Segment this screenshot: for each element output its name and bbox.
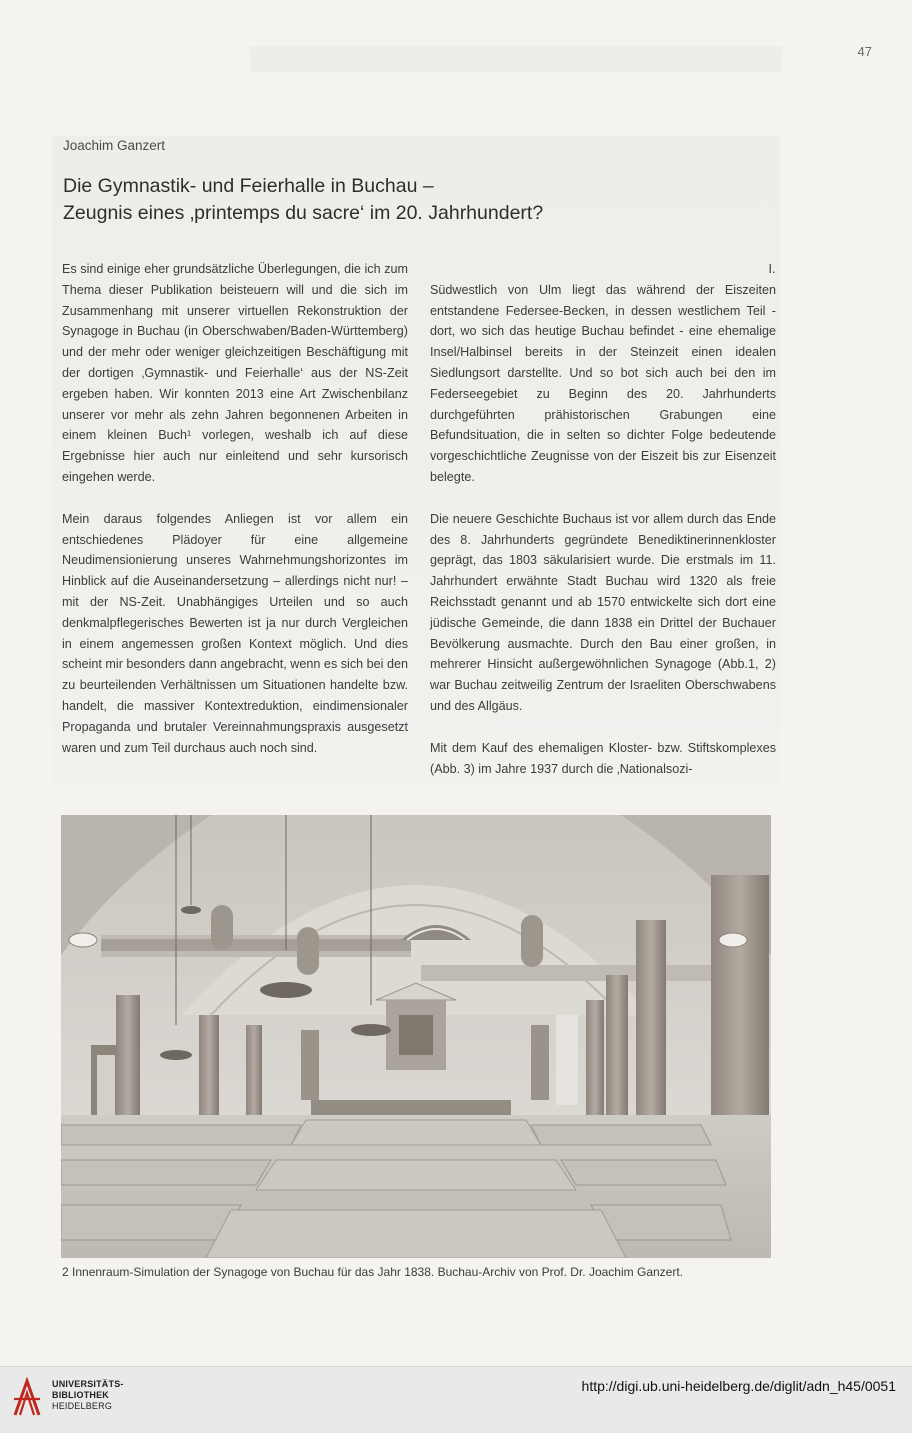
library-name: UNIVERSITÄTS- BIBLIOTHEK HEIDELBERG (52, 1379, 124, 1411)
left-text-column (62, 259, 408, 758)
paragraph: Es sind einige eher grundsätzliche Überlegungen, die ich zum Thema dieser Publikation beisteuern will und die sich im Zusammenhang mit unserer virtuellen Rekonstruktion der Synagoge in Buchau (in Oberschwaben/Baden-Württemberg) und der mehr oder weniger gleichzeitigen Beschäftigung mit der dortigen ‚Gymnastik- und Feierhalle‘ aus der NS-Zeit ergeben haben. Wir konnten 2013 eine Art Zwischenbilanz unserer vor mehr als zehn Jahren begonnenen Arbeiten in einem kleinen Buch¹ vorlegen, weshalb ich auf diese Ergebnisse hier auch nur einleitend und sehr kursorisch eingehen werde. (62, 262, 408, 484)
right-text-column (430, 259, 776, 779)
page-number: 47 (857, 44, 872, 59)
article-title (63, 173, 763, 227)
library-footer (0, 1366, 912, 1433)
article-author: Joachim Ganzert (63, 138, 166, 153)
paragraph: Südwestlich von Ulm liegt das während der Eiszeiten entstandene Federsee-Becken, in dessen westlichem Teil - dort, wo sich das heutige Buchau befindet - eine ehemalige Insel/Halbinsel bereits in der Steinzeit einen idealen Siedlungsort darstellte. Und so bot sich auch bei den im Federseegebiet zu Beginn des 20. Jahrhunderts durchgeführten prähistorischen Grabungen eine Befundsituation, die in selten so dichter Folge bedeutende vorgeschichtliche Zeugnisse von der Eiszeit bis zur Eisenzeit belegte. (430, 282, 776, 484)
paragraph: Die neuere Geschichte Buchaus ist vor allem durch das Ende des 8. Jahrhunderts gegründete Benediktinerinnenkloster geprägt, das 1803 säkularisiert wurde. Die erstmals im 11. Jahrhundert erwähnte Stadt Buchau wird 1320 als freie Reichsstadt genannt und ab 1570 entwickelte sich dort eine jüdische Gemeinde, die dann 1838 ein Drittel der Buchauer Bevölkerung ausmachte. Durch den Bau einer großen, in mehrerer Hinsicht außergewöhnlichen Synagoge (Abb.1, 2) war Buchau zeitweilig Zentrum der Israeliten Oberschwabens und des Allgäus. (430, 511, 776, 713)
paragraph: Mit dem Kauf des ehemaligen Kloster- bzw. Stiftskomplexes (Abb. 3) im Jahre 1937 durch die ‚Nationalsozi- (430, 740, 776, 776)
faded-running-header (250, 46, 782, 72)
title-line-1: Die Gymnastik- und Feierhalle in Buchau – (63, 175, 434, 197)
title-line-2: Zeugnis eines ‚printemps du sacre‘ im 20. Jahrhundert? (63, 202, 544, 224)
library-emblem-icon (12, 1377, 42, 1417)
section-number: I. (768, 262, 776, 276)
heidelberg-library-logo[interactable] (12, 1377, 162, 1425)
synagogue-interior-image (61, 815, 771, 1258)
synagogue-interior-figure (61, 815, 771, 1258)
figure-caption: 2 Innenraum-Simulation der Synagoge von Buchau für das Jahr 1838. Buchau-Archiv von Prof. Dr. Joachim Ganzert. (62, 1265, 683, 1279)
paragraph: Mein daraus folgendes Anliegen ist vor allem ein entschiedenes Plädoyer für eine allgemeine Neudimensionierung unseres Wahrnehmungshorizontes im Hinblick auf die Auseinandersetzung – allerdings nicht nur! – mit der NS-Zeit. Unabhängiges Urteilen und so auch denkmalpflegerisches Bewerten ist ja nur durch Vergleichen in einem angemessen großen Kontext möglich. Und dies scheint mir besonders dann angebracht, wenn es sich bei den zu beurteilenden Verhältnissen um Situationen handelte bzw. handelt, die massiver Kontextreduktion, eindimensionaler Propaganda und brutaler Vereinnahmungspraxis ausgesetzt waren und zum Teil durchaus auch noch sind. (62, 511, 408, 755)
source-url-link[interactable]: http://digi.ub.uni-heidelberg.de/diglit/adn_h45/0051 (581, 1378, 896, 1394)
